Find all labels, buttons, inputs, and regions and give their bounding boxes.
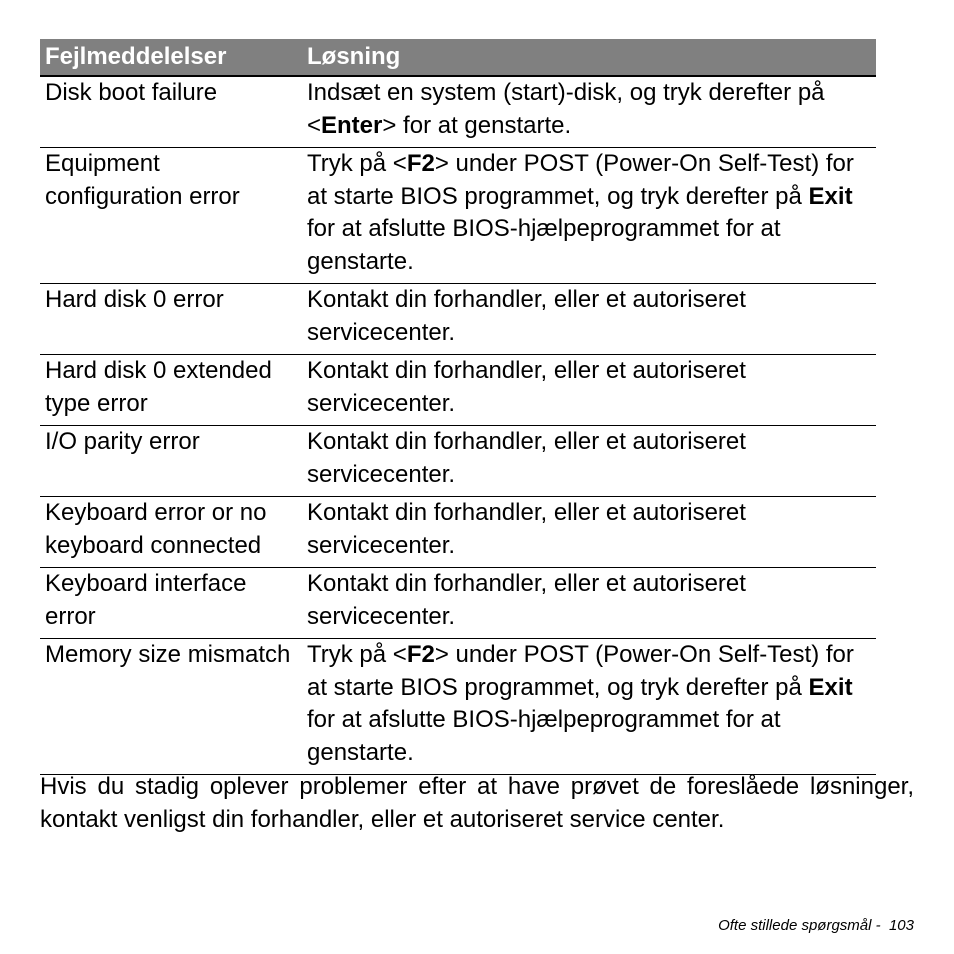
solution-cell — [302, 148, 876, 284]
solution-cell — [302, 568, 876, 639]
table-row — [40, 284, 876, 355]
solution-cell — [302, 426, 876, 497]
error-message-cell: Equipment configuration error — [40, 148, 302, 284]
solution-key-text: Exit — [808, 182, 853, 210]
page-footer — [718, 917, 914, 934]
table-row — [40, 76, 876, 148]
solution-text: for at afslutte BIOS-hjælpeprogrammet for at genstarte. — [307, 706, 781, 766]
footer-section-title: Ofte stillede spørgsmål - — [718, 917, 881, 934]
solution-cell — [302, 76, 876, 148]
error-message-cell: Hard disk 0 extended type error — [40, 355, 302, 426]
solution-text: Indsæt en system (start)-disk, og tryk derefter på < — [307, 79, 825, 139]
column-header-error: Fejlmeddelelser — [40, 39, 302, 76]
table-row — [40, 148, 876, 284]
solution-text: Kontakt din forhandler, eller et autoriseret servicecenter. — [307, 357, 746, 417]
solution-cell — [302, 639, 876, 775]
troubleshooting-note: Hvis du stadig oplever problemer efter at have prøvet de foreslåede løsninger, kontakt venligst din forhandler, eller et autoriseret service center. — [40, 773, 914, 833]
solution-text: > for at genstarte. — [382, 111, 572, 139]
error-message-cell: Keyboard error or no keyboard connected — [40, 497, 302, 568]
solution-text: > under POST (Power-On Self-Test) for at starte BIOS programmet, og tryk derefter på — [307, 641, 854, 701]
solution-key-text: F2 — [406, 150, 435, 177]
error-message-table — [40, 39, 876, 775]
page-number: 103 — [888, 917, 914, 934]
solution-text: Kontakt din forhandler, eller et autoriseret servicecenter. — [307, 570, 746, 630]
error-message-cell: Keyboard interface error — [40, 568, 302, 639]
solution-text: Kontakt din forhandler, eller et autoriseret servicecenter. — [307, 286, 746, 346]
solution-cell — [302, 497, 876, 568]
solution-cell — [302, 284, 876, 355]
column-header-solution: Løsning — [302, 39, 876, 76]
table-row — [40, 426, 876, 497]
table-row — [40, 355, 876, 426]
solution-key-text: Enter — [321, 111, 383, 139]
solution-text: Kontakt din forhandler, eller et autoriseret servicecenter. — [307, 428, 746, 488]
error-message-cell: Memory size mismatch — [40, 639, 302, 775]
table-row — [40, 568, 876, 639]
table-body — [40, 76, 876, 775]
solution-text: Tryk på < — [307, 641, 407, 668]
error-message-cell: Hard disk 0 error — [40, 284, 302, 355]
solution-key-text: F2 — [406, 641, 435, 668]
solution-text: for at afslutte BIOS-hjælpeprogrammet for at genstarte. — [307, 215, 781, 275]
solution-text: > under POST (Power-On Self-Test) for at starte BIOS programmet, og tryk derefter på — [307, 150, 854, 210]
solution-key-text: Exit — [808, 673, 853, 701]
table-row — [40, 639, 876, 775]
error-message-cell: Disk boot failure — [40, 76, 302, 148]
table-header-row — [40, 39, 876, 76]
error-message-cell: I/O parity error — [40, 426, 302, 497]
table-row — [40, 497, 876, 568]
solution-text: Kontakt din forhandler, eller et autoriseret servicecenter. — [307, 499, 746, 559]
solution-text: Tryk på < — [307, 150, 407, 177]
solution-cell — [302, 355, 876, 426]
